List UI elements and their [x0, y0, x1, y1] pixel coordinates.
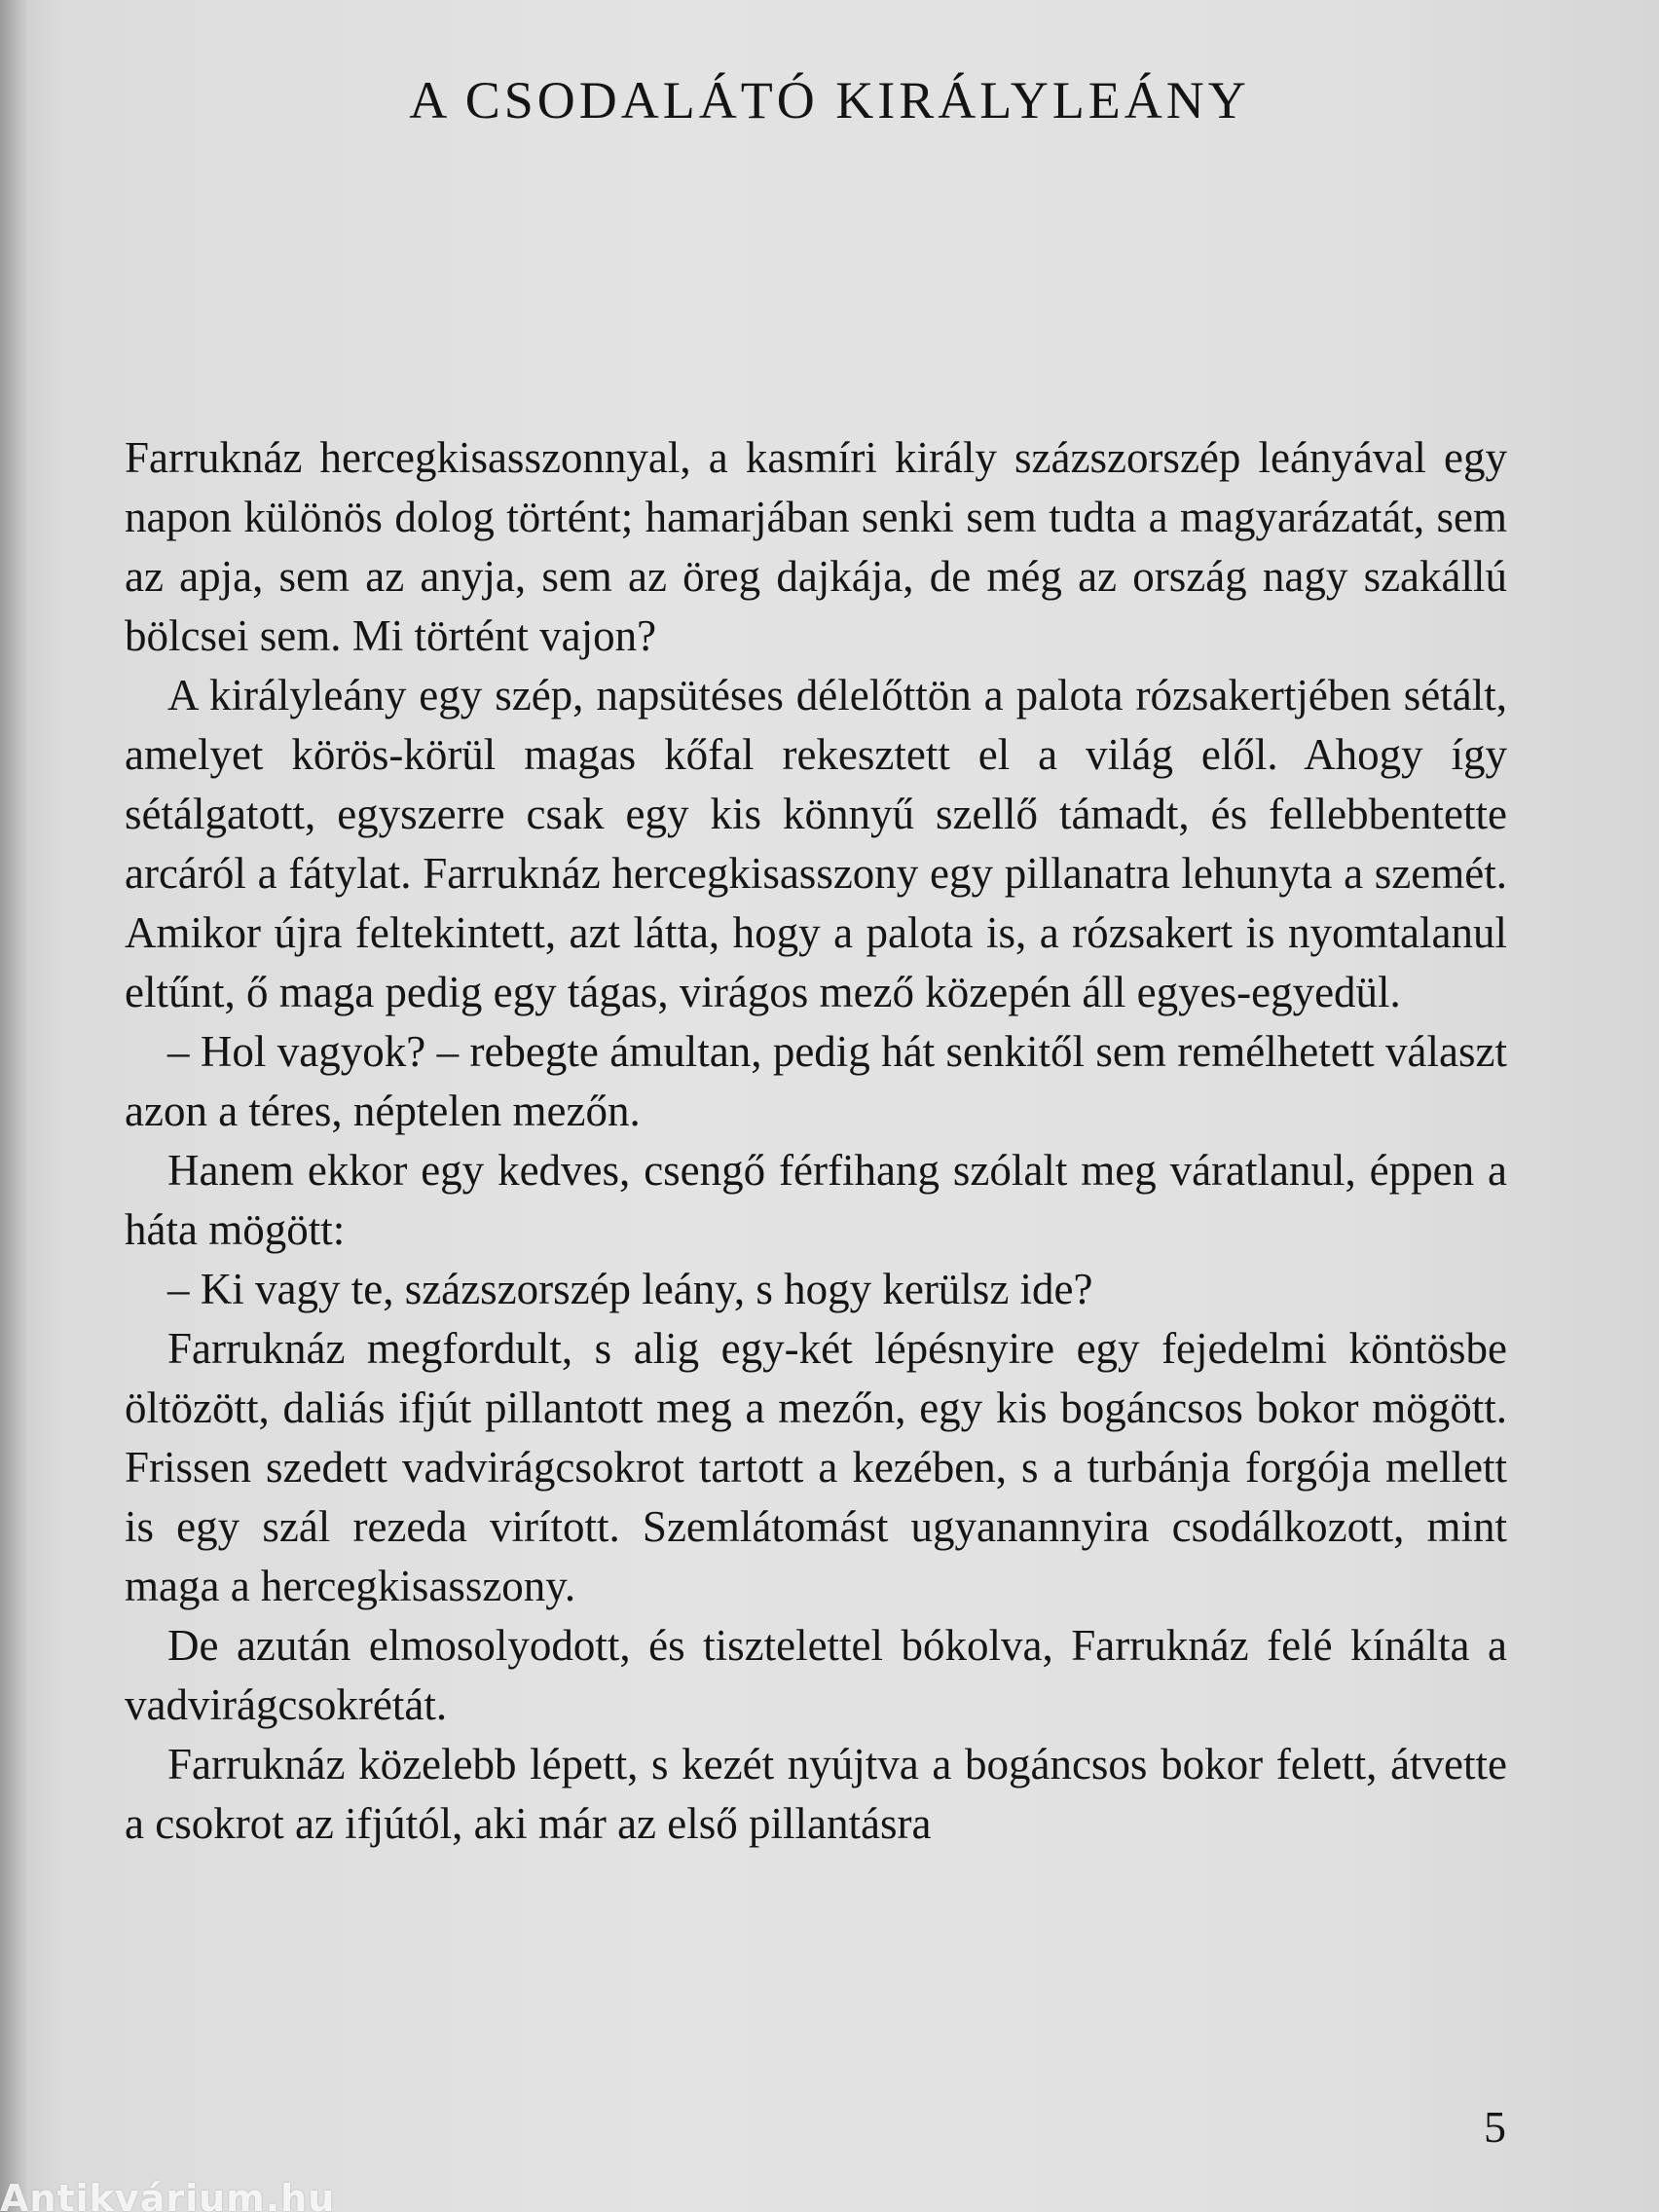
paragraph: De azután elmosolyodott, és tisztelettel bókolva, Farruknáz felé kínálta a vadvirágcsokrétát.	[125, 1621, 1507, 1729]
paragraph: A királyleány egy szép, napsütéses délelőttön a palota rózsakertjében sétált, amelyet körös-körül magas kőfal rekesztett el a világ elől. Ahogy így sétálgatott, egyszerre csak egy kis könnyű szellő támadt, és fellebbentette arcáról a fátylat. Farruknáz hercegkisasszony egy pillanatra lehunyta a szemét. Amikor újra feltekintett, azt látta, hogy a palota is, a rózsakert is nyomtalanul eltűnt, ő maga pedig egy tágas, virágos mező közepén áll egyes-egyedül.	[125, 671, 1507, 1016]
page-spine-shadow	[0, 0, 27, 2212]
chapter-title: A CSODALÁTÓ KIRÁLYLEÁNY	[409, 71, 1250, 129]
paragraph: Farruknáz megfordult, s alig egy-két lépésnyire egy fejedelmi köntösbe öltözött, daliás ifjút pillantott meg a mezőn, egy kis bogáncsos bokor mögött. Frissen szedett vadvirágcsokrot tartott a kezében, s a turbánja forgója mellett is egy szál rezeda virított. Szemlátomást ugyanannyira csodálkozott, mint maga a hercegkisasszony.	[125, 1324, 1507, 1610]
paragraph: Farruknáz közelebb lépett, s kezét nyújtva a bogáncsos bokor felett, átvette a csokrot az ifjútól, aki már az első pillantásra	[125, 1740, 1507, 1848]
watermark-logo: Antikvárium.hu	[0, 2177, 336, 2212]
dialogue-paragraph: – Hol vagyok? – rebegte ámultan, pedig hát senkitől sem remélhetett választ azon a téres, néptelen mezőn.	[125, 1027, 1507, 1135]
paragraph: Hanem ekkor egy kedves, csengő férfihang szólalt meg váratlanul, éppen a háta mögött:	[125, 1146, 1507, 1254]
paragraph: Farruknáz hercegkisasszonnyal, a kasmíri király százszorszép leányával egy napon különös dolog történt; hamarjában senki sem tudta a magyarázatát, sem az apja, sem az anyja, sem az öreg dajkája, de még az ország nagy szakállú bölcsei sem. Mi történt vajon?	[125, 433, 1507, 660]
page-number: 5	[1484, 2102, 1506, 2152]
dialogue-paragraph: – Ki vagy te, százszorszép leány, s hogy kerülsz ide?	[167, 1265, 1093, 1313]
chapter-body	[125, 428, 1507, 1854]
